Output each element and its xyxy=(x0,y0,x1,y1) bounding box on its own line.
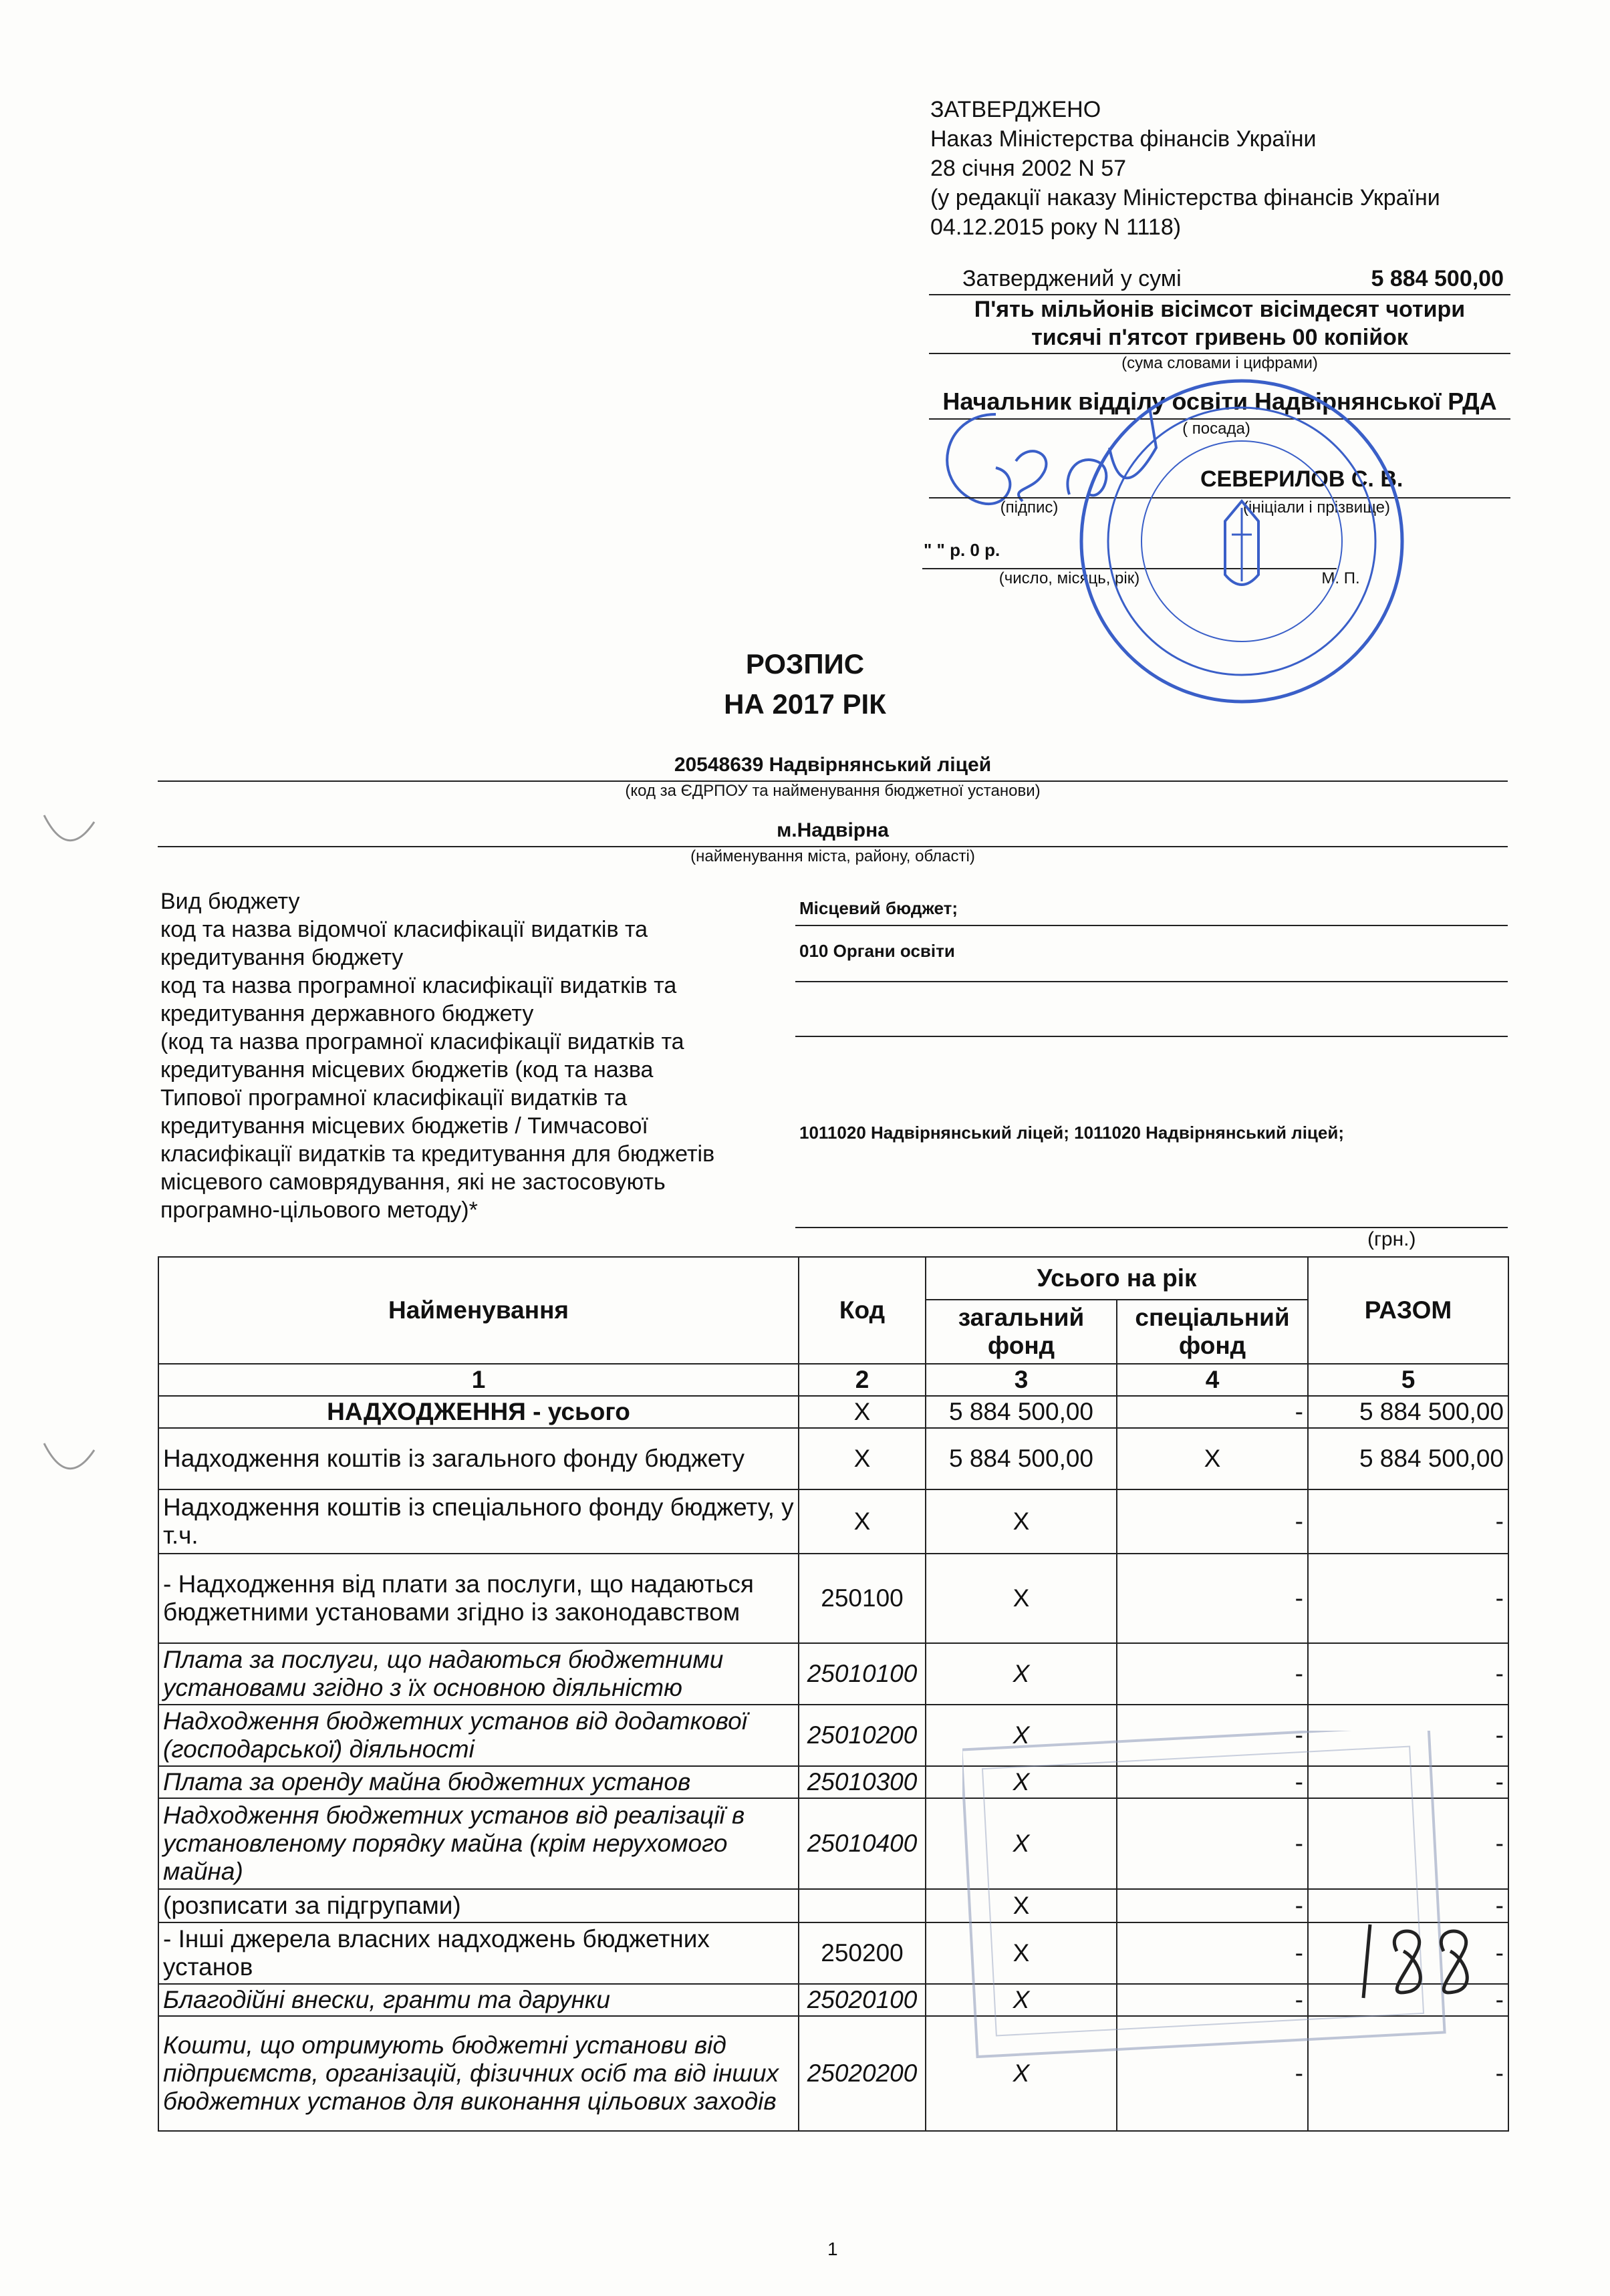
row-code: 250100 xyxy=(799,1554,926,1643)
row-code: Х xyxy=(799,1396,926,1428)
header-year-total: Усього на рік xyxy=(926,1257,1308,1300)
budget-label-line: Вид бюджету xyxy=(160,889,300,914)
document-subtitle: НА 2017 РІК xyxy=(724,688,886,720)
budget-label-line: код та назва відомчої класифікації видатків та xyxy=(160,917,648,942)
row-code: 25010300 xyxy=(799,1766,926,1798)
approved-sum-value: 5 884 500,00 xyxy=(1371,266,1504,291)
row-general: Х xyxy=(926,1889,1117,1922)
approval-line: ЗАТВЕРДЖЕНО xyxy=(930,97,1101,122)
row-code: 25010400 xyxy=(799,1798,926,1889)
date-caption: (число, місяць, рік) xyxy=(998,569,1140,587)
city-name: м.Надвірна xyxy=(777,819,889,841)
row-code xyxy=(799,1889,926,1922)
row-name: Плата за послуги, що надаються бюджетними установами згідно з їх основною діяльністю xyxy=(158,1643,799,1705)
budget-label-line: кредитування державного бюджету xyxy=(160,1001,534,1026)
mp-caption: М. П. xyxy=(1321,569,1360,587)
row-total: - xyxy=(1308,1984,1508,2016)
row-name: Надходження коштів із загального фонду бюджету xyxy=(158,1428,799,1489)
row-total: - xyxy=(1308,1766,1508,1798)
row-code: Х xyxy=(799,1428,926,1489)
table-row xyxy=(158,1643,1508,1705)
row-special: Х xyxy=(1117,1428,1308,1489)
currency-unit: (грн.) xyxy=(1367,1228,1416,1250)
row-total: - xyxy=(1308,1643,1508,1705)
row-general: 5 884 500,00 xyxy=(926,1428,1117,1489)
budget-label-line: місцевого самоврядування, які не застосовують xyxy=(160,1169,666,1195)
row-total: - xyxy=(1308,1889,1508,1922)
row-total: - xyxy=(1308,1922,1508,1984)
row-code: 250200 xyxy=(799,1922,926,1984)
row-general: Х xyxy=(926,1705,1117,1766)
budget-label-line: Типової програмної класифікації видатків та xyxy=(160,1085,628,1111)
header-name: Найменування xyxy=(158,1257,799,1364)
signatory-name: СЕВЕРИЛОВ С. В. xyxy=(1200,466,1403,492)
row-general: 5 884 500,00 xyxy=(926,1396,1117,1428)
row-general: Х xyxy=(926,1766,1117,1798)
row-special: - xyxy=(1117,1489,1308,1554)
row-total: - xyxy=(1308,2016,1508,2131)
row-special: - xyxy=(1117,1798,1308,1889)
approval-line: 04.12.2015 року N 1118) xyxy=(930,214,1182,240)
budget-label-line: код та назва програмної класифікації видатків та xyxy=(160,973,677,998)
row-special: - xyxy=(1117,1643,1308,1705)
divider xyxy=(795,981,1508,982)
row-name: Благодійні внески, гранти та дарунки xyxy=(158,1984,799,2016)
approved-sum-label: Затверджений у сумі xyxy=(962,266,1182,291)
registration-stamp xyxy=(962,1731,1470,2065)
row-name: Надходження бюджетних установ від додаткової (господарської) діяльності xyxy=(158,1705,799,1766)
approved-sum-line xyxy=(962,266,1504,295)
table-header-row xyxy=(158,1257,1508,1300)
row-special: - xyxy=(1117,1705,1308,1766)
row-name: Надходження коштів із спеціального фонду бюджету, у т.ч. xyxy=(158,1489,799,1554)
col-number: 5 xyxy=(1308,1364,1508,1396)
punch-hole xyxy=(37,809,98,855)
row-code: Х xyxy=(799,1489,926,1554)
city-caption: (найменування міста, району, області) xyxy=(690,847,975,865)
program-code-value: 1011020 Надвірнянський ліцей; 1011020 Надвірнянський ліцей; xyxy=(799,1123,1345,1143)
row-name: НАДХОДЖЕННЯ - усього xyxy=(158,1396,799,1428)
row-name: - Надходження від плати за послуги, що надаються бюджетними установами згідно із законодавством xyxy=(158,1554,799,1643)
table-row xyxy=(158,1428,1508,1489)
row-name: - Інші джерела власних надходжень бюджетних установ xyxy=(158,1922,799,1984)
row-special: - xyxy=(1117,2016,1308,2131)
row-total: - xyxy=(1308,1489,1508,1554)
table-row xyxy=(158,1489,1508,1554)
row-code: 25010100 xyxy=(799,1643,926,1705)
divider xyxy=(795,925,1508,926)
row-special: - xyxy=(1117,1766,1308,1798)
header-total: РАЗОМ xyxy=(1308,1257,1508,1364)
approval-line: 28 січня 2002 N 57 xyxy=(930,156,1127,181)
row-general: Х xyxy=(926,2016,1117,2131)
row-special: - xyxy=(1117,1554,1308,1643)
dept-code-value: 010 Органи освіти xyxy=(799,941,955,961)
col-number: 4 xyxy=(1117,1364,1308,1396)
row-name: Плата за оренду майна бюджетних установ xyxy=(158,1766,799,1798)
row-general: Х xyxy=(926,1922,1117,1984)
approval-date: " " р. 0 р. xyxy=(924,540,1000,560)
budget-label-line: (код та назва програмної класифікації видатків та xyxy=(160,1029,684,1054)
budget-label-line: класифікації видатків та кредитування для бюджетів xyxy=(160,1141,715,1167)
row-name: Кошти, що отримують бюджетні установи від підприємств, організацій, фізичних осіб та від інших бюджетних установ для виконання цільових заходів xyxy=(158,2016,799,2131)
row-general: Х xyxy=(926,1798,1117,1889)
sum-words-line: П'ять мільйонів вісімсот вісімдесят чотири xyxy=(974,297,1466,322)
handwritten-number xyxy=(1357,1911,1490,2005)
col-number: 3 xyxy=(926,1364,1117,1396)
position-caption: ( посада) xyxy=(1182,420,1250,438)
divider xyxy=(795,1036,1508,1037)
header-special-fund: спеціальний фонд xyxy=(1117,1300,1308,1364)
row-general: Х xyxy=(926,1643,1117,1705)
budget-label-line: кредитування бюджету xyxy=(160,945,404,970)
name-caption: (ініціали і прізвище) xyxy=(1242,498,1391,517)
budget-label-line: програмно-цільового методу)* xyxy=(160,1197,478,1223)
institution-name: 20548639 Надвірнянський ліцей xyxy=(674,754,992,776)
page-number: 1 xyxy=(827,2239,838,2259)
signatory-position: Начальник відділу освіти Надвірнянської РДА xyxy=(942,388,1497,415)
sum-caption: (сума словами і цифрами) xyxy=(1121,354,1318,372)
budget-label-line: кредитування місцевих бюджетів / Тимчасової xyxy=(160,1113,648,1139)
row-total: 5 884 500,00 xyxy=(1308,1396,1508,1428)
table-row xyxy=(158,1554,1508,1643)
budget-classification-labels xyxy=(160,887,749,1224)
row-total: - xyxy=(1308,1705,1508,1766)
row-general: Х xyxy=(926,1554,1117,1643)
approval-block xyxy=(930,95,1440,242)
col-number: 2 xyxy=(799,1364,926,1396)
row-general: Х xyxy=(926,1984,1117,2016)
approval-line: Наказ Міністерства фінансів України xyxy=(930,126,1317,152)
table-row xyxy=(158,1396,1508,1428)
row-code: 25020100 xyxy=(799,1984,926,2016)
row-name: Надходження бюджетних установ від реалізації в установленому порядку майна (крім нерухомого майна) xyxy=(158,1798,799,1889)
row-special: - xyxy=(1117,1984,1308,2016)
header-general-fund: загальний фонд xyxy=(926,1300,1117,1364)
punch-hole xyxy=(37,1437,98,1483)
row-total: - xyxy=(1308,1554,1508,1643)
row-total: 5 884 500,00 xyxy=(1308,1428,1508,1489)
institution-caption: (код за ЄДРПОУ та найменування бюджетної установи) xyxy=(625,782,1041,800)
row-code: 25010200 xyxy=(799,1705,926,1766)
signature-caption: (підпис) xyxy=(1000,498,1059,517)
budget-type-value: Місцевий бюджет; xyxy=(799,898,958,918)
header-code: Код xyxy=(799,1257,926,1364)
row-total: - xyxy=(1308,1798,1508,1889)
budget-label-line: кредитування місцевих бюджетів (код та назва xyxy=(160,1057,654,1083)
row-special: - xyxy=(1117,1396,1308,1428)
row-name: (розписати за підгрупами) xyxy=(158,1889,799,1922)
approval-line: (у редакції наказу Міністерства фінансів України xyxy=(930,185,1440,210)
row-code: 25020200 xyxy=(799,2016,926,2131)
row-general: Х xyxy=(926,1489,1117,1554)
row-special: - xyxy=(1117,1889,1308,1922)
col-number: 1 xyxy=(158,1364,799,1396)
sum-in-words xyxy=(929,295,1510,351)
column-number-row xyxy=(158,1364,1508,1396)
document-title: РОЗПИС xyxy=(745,648,865,680)
row-special: - xyxy=(1117,1922,1308,1984)
sum-words-line: тисячі п'ятсот гривень 00 копійок xyxy=(1031,325,1408,350)
